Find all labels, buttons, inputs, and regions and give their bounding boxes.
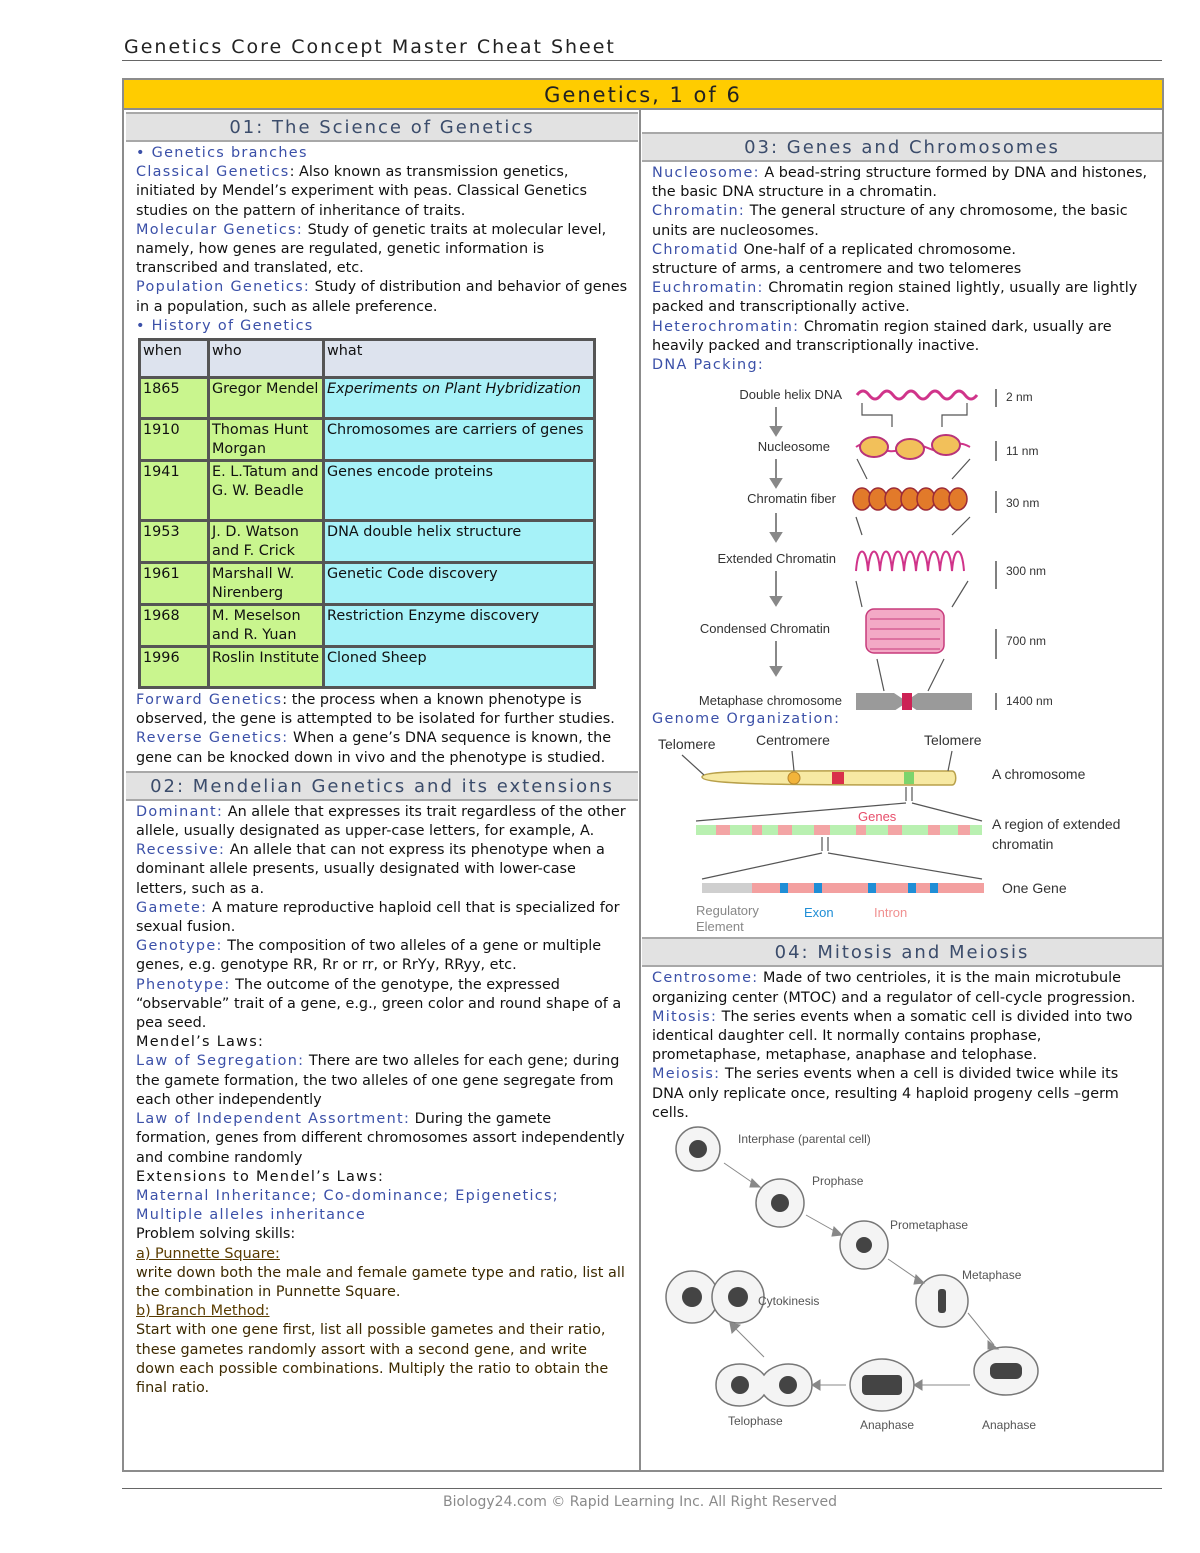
section-03-body — [642, 162, 1162, 935]
section-01-body — [126, 142, 638, 771]
table-row — [140, 647, 595, 688]
term: Recessive: — [136, 842, 226, 859]
header-who: who — [209, 340, 324, 378]
spacer — [642, 112, 1162, 132]
cell-who: E. L.Tatum and G. W. Beadle — [209, 461, 324, 521]
term: Centrosome: — [652, 970, 759, 987]
scale-label: 300 nm — [1006, 564, 1047, 579]
chromatin-fiber-icon — [853, 488, 967, 510]
phenotype-entry — [136, 976, 628, 1034]
term: Meiosis: — [652, 1066, 721, 1083]
cell-when: 1910 — [140, 419, 209, 461]
regulatory-label-line-1: Regulatory — [696, 903, 759, 919]
cell-who: J. D. Watson and F. Crick — [209, 521, 324, 563]
packing-label: Double helix DNA — [739, 387, 842, 403]
extensions-label: Extensions to Mendel’s Laws: — [136, 1168, 385, 1185]
intron-label: Intron — [874, 905, 908, 921]
definition: The series events when a cell is divided twice while its DNA only replicate once, resulting 4 haploid progeny cells –germ cells. — [652, 1066, 1119, 1121]
dominant-entry — [136, 803, 628, 841]
cell-who: M. Meselson and R. Yuan — [209, 605, 324, 647]
definition: An allele that can not express its phenotype when a dominant allele presents, usually designated with lower-case letters, such as a. — [136, 842, 605, 897]
telomere-right-label: Telomere — [924, 732, 982, 749]
forward-genetics-entry — [136, 691, 628, 729]
cell-who: Roslin Institute — [209, 647, 324, 688]
table-row — [140, 521, 595, 563]
telomere-left-label: Telomere — [658, 736, 716, 753]
right-column — [642, 112, 1162, 1435]
molecular-genetics-entry — [136, 221, 628, 279]
term: Gamete: — [136, 899, 208, 916]
branch-method-label: b) Branch Method: — [136, 1303, 270, 1320]
heterochromatin-entry — [652, 318, 1152, 356]
definition: Made of two centrioles, it is the main microtubule organizing center (MTOC) and a regulator of cell-cycle progression. — [652, 970, 1136, 1006]
definition: A bead-string structure formed by DNA and histones, the basic DNA structure in a chromatin. — [652, 165, 1148, 201]
stage-label: Prophase — [812, 1174, 864, 1189]
definition: Study of distribution and behavior of genes in a population, such as allele preference. — [136, 279, 628, 315]
term: Molecular Genetics: — [136, 221, 303, 238]
genome-organization-label: Genome Organization: — [652, 711, 841, 728]
one-gene-label: One Gene — [1002, 880, 1067, 897]
column-divider — [639, 110, 641, 1472]
law-of-segregation-entry — [136, 1052, 628, 1110]
table-row — [140, 461, 595, 521]
definition: Chromatin region stained dark, usually are heavily packed and transcriptionally inactive. — [652, 318, 1112, 354]
left-column — [126, 112, 638, 1398]
cell-when: 1865 — [140, 378, 209, 419]
history-table — [138, 338, 596, 689]
term: Population Genetics: — [136, 279, 311, 296]
extensions-line-1: Maternal Inheritance; Co-dominance; Epigenetics; — [136, 1187, 559, 1204]
definition: The composition of two alleles of a gene or multiple genes, e.g. genotype RR, Rr or rr, or RrYy, RRyy, etc. — [136, 938, 602, 974]
chromosome-label: A chromosome — [992, 766, 1086, 783]
dna-packing-figure — [652, 375, 1152, 710]
definition: Chromatin region stained lightly, usually are lightly packed and transcriptionally active. — [652, 280, 1138, 316]
cell-cycle-figure — [652, 1123, 1152, 1435]
footer-rule — [122, 1488, 1162, 1489]
metaphase-chromosome-icon — [856, 693, 972, 710]
cell-what: Cloned Sheep — [324, 647, 595, 688]
section-04-body — [642, 967, 1162, 1435]
double-helix-icon — [857, 391, 977, 399]
scale-labels — [1006, 390, 1053, 708]
packing-label: Nucleosome — [757, 439, 830, 455]
scale-label: 700 nm — [1006, 634, 1047, 649]
cell-when: 1941 — [140, 461, 209, 521]
header-rule — [122, 60, 1162, 61]
table-row — [140, 605, 595, 647]
chromosome-structure-note: structure of arms, a centromere and two telomeres — [652, 261, 1022, 278]
problem-solving-label: Problem solving skills: — [136, 1226, 296, 1243]
chromatid-entry — [652, 241, 1152, 260]
definition: An allele that expresses its trait regardless of the other allele, usually designated as upper-case letters, for example, A. — [136, 803, 626, 840]
chromatin-entry — [652, 202, 1152, 240]
euchromatin-entry — [652, 279, 1152, 317]
sheet-banner: Genetics, 1 of 6 — [124, 80, 1162, 110]
term: Genotype: — [136, 938, 223, 955]
gamete-entry — [136, 899, 628, 937]
cell-when: 1968 — [140, 605, 209, 647]
mendels-laws-label: Mendel’s Laws: — [136, 1034, 265, 1051]
centrosome-entry — [652, 969, 1152, 1007]
section-01-heading: 01: The Science of Genetics — [126, 112, 638, 142]
term: Mitosis: — [652, 1008, 718, 1025]
definition: When a gene’s DNA sequence is known, the gene can be knocked down in vivo and the phenotype is studied. — [136, 730, 612, 766]
gene-legend — [696, 903, 907, 934]
scale-label: 30 nm — [1006, 496, 1040, 511]
recessive-entry — [136, 841, 628, 899]
page-footer: Biology24.com © Rapid Learning Inc. All Right Reserved — [443, 1494, 837, 1510]
stage-label: Prometaphase — [890, 1218, 969, 1233]
term: Forward Genetics — [136, 692, 283, 709]
centromere-label: Centromere — [756, 732, 830, 749]
definition: The general structure of any chromosome, the basic units are nucleosomes. — [652, 203, 1128, 239]
packing-label: Chromatin fiber — [747, 491, 836, 507]
extended-chromatin-region-icon — [696, 825, 982, 835]
branch-method-text: Start with one gene first, list all possible gametes and their ratio, these gametes randomly assort with a second gene, and write down each possible combinations. Multiply the ratio to obtain the final ratio. — [136, 1322, 609, 1396]
condensed-chromatin-icon — [866, 609, 944, 653]
header-when: when — [140, 340, 209, 378]
nucleosome-entry — [652, 164, 1152, 202]
term: Law of Independent Assortment: — [136, 1111, 411, 1128]
term: Chromatid — [652, 241, 739, 258]
genes-label: Genes — [858, 809, 897, 825]
cell-what: Experiments on Plant Hybridization — [324, 378, 595, 419]
term: Euchromatin: — [652, 280, 764, 297]
cell-who: Thomas Hunt Morgan — [209, 419, 324, 461]
definition: There are two alleles for each gene; during the gamete formation, the two alleles of one gene segregate from each other independently — [136, 1053, 620, 1108]
header-what: what — [324, 340, 595, 378]
term: Heterochromatin: — [652, 318, 800, 335]
packing-label: Condensed Chromatin — [699, 621, 830, 637]
population-genetics-entry — [136, 278, 628, 316]
table-header-row — [140, 340, 595, 378]
page-header-title: Genetics Core Concept Master Cheat Sheet — [124, 36, 616, 58]
punnett-square-label: a) Punnette Square: — [136, 1245, 280, 1262]
term: Law of Segregation: — [136, 1053, 305, 1070]
cheat-sheet-frame — [122, 78, 1164, 1472]
term: Chromatin: — [652, 203, 746, 220]
stage-label: Cytokinesis — [758, 1294, 820, 1309]
table-row — [140, 378, 595, 419]
definition: During the gamete formation, genes from different chromosomes assort independently and combine randomly — [136, 1111, 625, 1166]
definition: One-half of a replicated chromosome. — [738, 241, 1016, 258]
exon-label: Exon — [804, 905, 834, 921]
classical-genetics-entry — [136, 163, 628, 221]
nucleosome-beads-icon — [856, 435, 970, 459]
term: Phenotype: — [136, 976, 231, 993]
definition: The series events when a somatic cell is divided into two identical daughter cell. It normally contains prophase, prometaphase, metaphase, anaphase and telophase. — [652, 1008, 1133, 1064]
genetics-branches-label: • Genetics branches — [136, 145, 308, 161]
term: Dominant: — [136, 803, 224, 820]
stage-label: Anaphase — [860, 1418, 915, 1433]
gene-structure-icon — [702, 883, 984, 893]
scale-label: 2 nm — [1006, 390, 1033, 405]
scale-label: 11 nm — [1006, 444, 1039, 459]
cell-who: Marshall W. Nirenberg — [209, 563, 324, 605]
region-label-line-2: chromatin — [992, 836, 1054, 853]
definition: : the process when a known phenotype is observed, the gene is attempted to be isolated for further studies. — [136, 692, 615, 728]
region-label-line-1: A region of extended — [992, 816, 1121, 833]
cell-when: 1953 — [140, 521, 209, 563]
section-04-heading: 04: Mitosis and Meiosis — [642, 937, 1162, 967]
mitosis-entry — [652, 1008, 1152, 1066]
cell-what: Genetic Code discovery — [324, 563, 595, 605]
stage-label: Telophase — [728, 1414, 783, 1429]
section-02-body — [126, 801, 638, 1398]
section-03-heading: 03: Genes and Chromosomes — [642, 132, 1162, 162]
term: Classical Genetics — [136, 164, 290, 181]
stage-label: Metaphase — [962, 1268, 1022, 1283]
packing-label: Metaphase chromosome — [698, 693, 842, 709]
dna-packing-label: DNA Packing: — [652, 357, 765, 374]
reverse-genetics-entry — [136, 729, 628, 770]
meiosis-entry — [652, 1065, 1152, 1123]
extended-chromatin-icon — [856, 552, 964, 572]
genotype-entry — [136, 937, 628, 975]
definition: Study of genetic traits at molecular level, namely, how genes are regulated, genetic information is transcribed and translated, etc. — [136, 221, 607, 277]
packing-label: Extended Chromatin — [717, 551, 836, 567]
section-02-heading: 02: Mendelian Genetics and its extensions — [126, 771, 638, 801]
extensions-line-2: Multiple alleles inheritance — [136, 1207, 367, 1224]
term: Nucleosome: — [652, 165, 760, 181]
cell-who: Gregor Mendel — [209, 378, 324, 419]
cell-what: Chromosomes are carriers of genes — [324, 419, 595, 461]
law-of-independent-assortment-entry — [136, 1110, 628, 1168]
cell-what: Restriction Enzyme discovery — [324, 605, 595, 647]
cell-what: DNA double helix structure — [324, 521, 595, 563]
cell-when: 1961 — [140, 563, 209, 605]
chromosome-bar-icon — [702, 771, 956, 785]
stage-label: Anaphase — [982, 1418, 1037, 1433]
regulatory-label-line-2: Element — [696, 919, 744, 935]
term: Reverse Genetics: — [136, 730, 289, 747]
cell-what: Genes encode proteins — [324, 461, 595, 521]
definition: The outcome of the genotype, the expressed “observable” trait of a gene, e.g., green color and round shape of a pea seed. — [136, 976, 622, 1032]
table-row — [140, 419, 595, 461]
definition: A mature reproductive haploid cell that is specialized for sexual fusion. — [136, 899, 620, 936]
genome-organization-figure — [652, 729, 1152, 935]
stage-label: Interphase (parental cell) — [738, 1132, 871, 1147]
definition: : Also known as transmission genetics, initiated by Mendel’s experiment with peas. Classical Genetics studies on the pattern of inheritance of traits. — [136, 164, 588, 219]
table-row — [140, 563, 595, 605]
history-of-genetics-label: • History of Genetics — [136, 317, 314, 334]
punnett-square-text: write down both the male and female gamete type and ratio, list all the combination in Punnette Square. — [136, 1264, 625, 1300]
cell-when: 1996 — [140, 647, 209, 688]
scale-label: 1400 nm — [1006, 694, 1053, 709]
